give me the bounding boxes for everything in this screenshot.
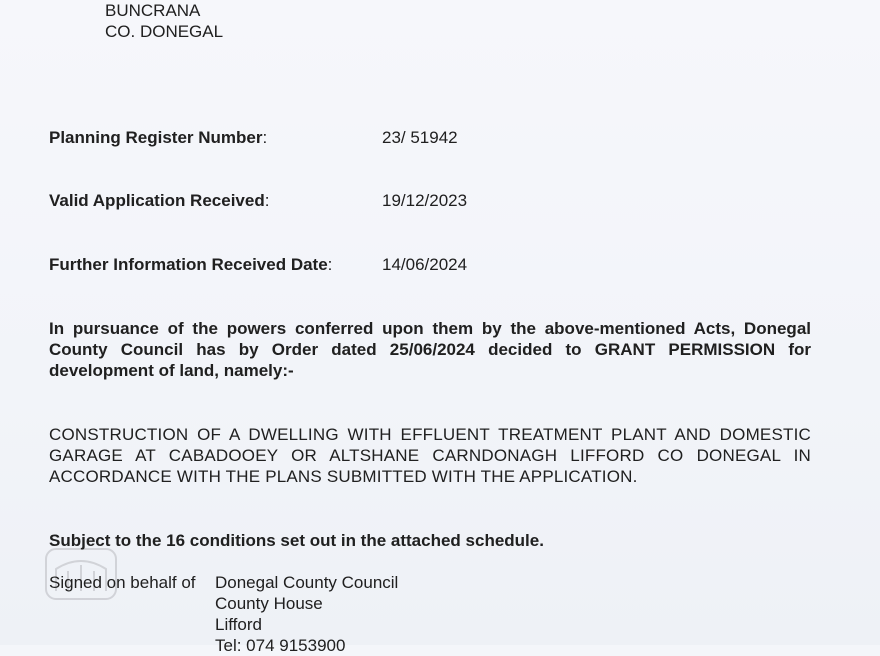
council-town: Lifford bbox=[215, 615, 262, 634]
council-address-block bbox=[215, 572, 398, 656]
valid-application-label: Valid Application Received: bbox=[49, 191, 270, 210]
address-line-2: CO. DONEGAL bbox=[105, 22, 224, 41]
council-name: Donegal County Council bbox=[215, 573, 399, 592]
address-line-1: BUNCRANA bbox=[105, 1, 201, 20]
decision-paragraph: In pursuance of the powers conferred upon them by the above-mentioned Acts, Donegal County Council has by Order dated 25/06/2024 decided to GRANT PERMISSION for development of land, namely:- bbox=[49, 319, 811, 380]
development-description: CONSTRUCTION OF A DWELLING WITH EFFLUENT TREATMENT PLANT AND DOMESTIC GARAGE AT CABADOOEY OR ALTSHANE CARNDONAGH LIFFORD CO DONEGAL IN ACCORDANCE WITH THE PLANS SUBMITTED WITH THE APPLICATION. bbox=[49, 425, 811, 486]
valid-application-value: 19/12/2023 bbox=[382, 191, 468, 210]
planning-register-label: Planning Register Number: bbox=[49, 128, 268, 147]
council-building: County House bbox=[215, 594, 323, 613]
further-info-value: 14/06/2024 bbox=[382, 255, 468, 274]
council-phone: Tel: 074 9153900 bbox=[215, 636, 346, 655]
planning-register-value: 23/ 51942 bbox=[382, 128, 458, 147]
signed-on-behalf-label: Signed on behalf of bbox=[49, 573, 196, 592]
further-info-label: Further Information Received Date: bbox=[49, 255, 333, 274]
conditions-note: Subject to the 16 conditions set out in the attached schedule. bbox=[49, 531, 544, 550]
